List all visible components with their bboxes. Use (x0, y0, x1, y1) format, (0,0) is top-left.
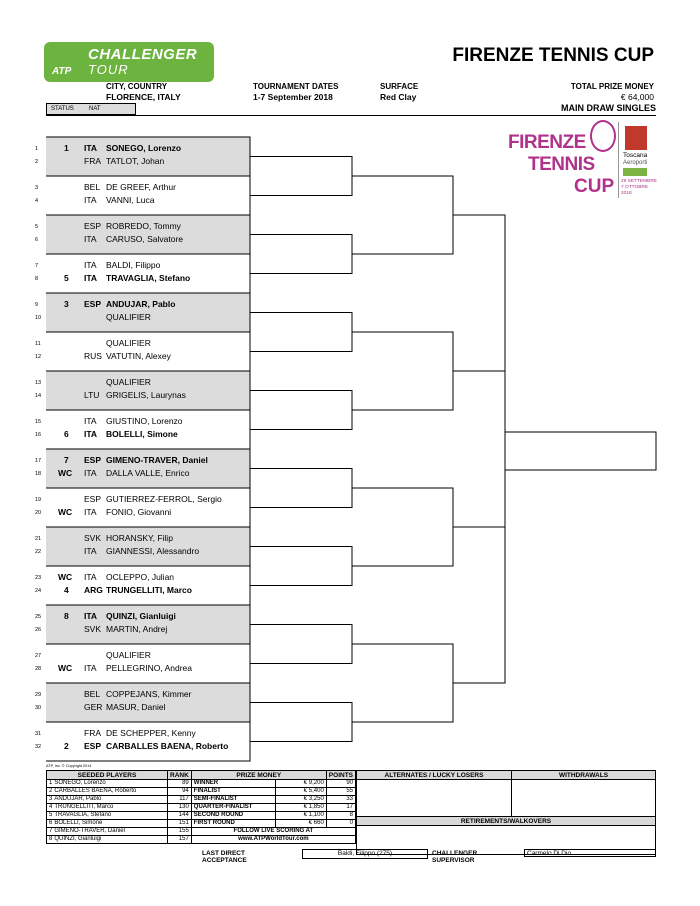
player-name: BALDI, Filippo (106, 260, 161, 270)
draw-position-number: 17 (35, 458, 42, 464)
seed-number: 3 (49, 796, 53, 802)
draw-position-number: 10 (35, 315, 42, 321)
prize-money: € 3,250 (275, 796, 326, 804)
draw-position-number: 11 (35, 341, 41, 347)
player-name: COPPEJANS, Kimmer (106, 689, 192, 699)
prize-points: 90 (326, 780, 355, 788)
draw-position-number: 4 (35, 198, 39, 204)
retirements-heading: RETIREMENTS/WALKOVERS (357, 817, 656, 826)
seed-player-name: QUINZI, Gianluigi (54, 836, 102, 842)
player-name: MASUR, Daniel (106, 702, 166, 712)
player-nationality: ESP (84, 221, 102, 231)
seed-number: 2 (49, 788, 53, 794)
player-status: WC (58, 468, 73, 478)
player-name: CARBALLES BAENA, Roberto (106, 741, 229, 751)
seed-row-player (47, 820, 168, 828)
sponsor-dates: 29 SETTEMBRE 7 OTTOBRE 2018 (621, 179, 657, 196)
prize-money: € 1,850 (275, 804, 326, 812)
player-name: SONEGO, Lorenzo (106, 143, 182, 153)
player-seed: 6 (64, 429, 69, 439)
player-nationality: ITA (84, 273, 98, 283)
surface-label: SURFACE (380, 82, 419, 91)
winner-box (505, 432, 656, 470)
dates-value: 1-7 September 2018 (253, 92, 333, 102)
prize-points: 8 (326, 812, 355, 820)
player-nationality: ITA (84, 195, 97, 205)
player-seed: 8 (64, 611, 69, 621)
player-seed: 1 (64, 143, 69, 153)
seed-rank: 151 (168, 820, 192, 828)
player-name: CARUSO, Salvatore (106, 234, 183, 244)
seed-number: 8 (49, 836, 53, 842)
draw-position-number: 9 (35, 302, 39, 308)
seed-player-name: GIMENO-TRAVER, Daniel (54, 828, 125, 834)
draw-position-number: 27 (35, 653, 42, 659)
seed-rank: 117 (168, 796, 192, 804)
player-nationality: ESP (84, 741, 102, 751)
seed-row-player (47, 804, 168, 812)
follow-live-label: FOLLOW LIVE SCORING AT (191, 828, 355, 836)
seed-player-name: TRAVAGLIA, Stefano (54, 812, 112, 818)
player-name: QUALIFIER (106, 312, 151, 322)
points-heading: POINTS (326, 771, 355, 780)
player-name: ROBREDO, Tommy (106, 221, 181, 231)
seed-player-name: ANDUJAR, Pablo (54, 796, 102, 802)
city-value: FLORENCE, ITALY (106, 92, 181, 102)
draw-position-number: 31 (35, 731, 42, 737)
player-name: MARTIN, Andrej (106, 624, 168, 634)
prize-money-heading: PRIZE MONEY (191, 771, 326, 780)
logo-challenger-text: CHALLENGER (88, 46, 198, 63)
player-name: TATLOT, Johan (106, 156, 165, 166)
player-name: TRAVAGLIA, Stefano (106, 273, 191, 283)
last-da-label: LAST DIRECT ACCEPTANCE (202, 850, 247, 864)
draw-title: MAIN DRAW SINGLES (560, 103, 656, 113)
prize-round: FIRST ROUND (191, 820, 275, 828)
player-name: HORANSKY, Filip (106, 533, 173, 543)
draw-position-number: 2 (35, 159, 39, 165)
player-seed: 5 (64, 273, 69, 283)
player-nationality: ITA (84, 468, 97, 478)
sponsor-line3: CUP (574, 176, 615, 197)
withdrawals-cell (512, 780, 656, 817)
player-name: OCLEPPO, Julian (106, 572, 175, 582)
logo-atp-text: ATP (52, 66, 72, 77)
seed-player-name: TRUNGELLITI, Marco (54, 804, 114, 810)
player-nationality: ITA (84, 572, 97, 582)
player-nationality: ITA (84, 507, 97, 517)
player-nationality: ITA (84, 546, 97, 556)
player-name: GUTIERREZ-FERROL, Sergio (106, 494, 222, 504)
status-column-label: STATUS (51, 106, 74, 112)
prize-label: TOTAL PRIZE MONEY (570, 82, 654, 91)
player-nationality: ESP (84, 299, 102, 309)
player-nationality: ITA (84, 234, 97, 244)
seed-player-name: BOLELLI, Simone (54, 820, 103, 826)
prize-round: QUARTER-FINALIST (191, 804, 275, 812)
draw-position-number: 12 (35, 354, 42, 360)
player-nationality: ITA (84, 143, 98, 153)
player-nationality: BEL (84, 182, 101, 192)
player-name: VATUTIN, Alexey (106, 351, 171, 361)
draw-position-number: 30 (35, 705, 42, 711)
player-nationality: RUS (84, 351, 102, 361)
player-name: ANDUJAR, Pablo (106, 299, 176, 309)
player-name: QUINZI, Gianluigi (106, 611, 176, 621)
prize-round: SECOND ROUND (191, 812, 275, 820)
seed-number: 7 (49, 828, 53, 834)
prize-money: € 9,200 (275, 780, 326, 788)
player-nationality: GER (84, 702, 103, 712)
player-name: BOLELLI, Simone (106, 429, 178, 439)
supervisor-value: Carmelo Di Dio (524, 849, 656, 857)
draw-position-number: 3 (35, 185, 39, 191)
draw-position-number: 32 (35, 744, 42, 750)
prize-round: WINNER (191, 780, 275, 788)
player-nationality: ARG (84, 585, 103, 595)
aeroporti-text: Aeroporti (623, 160, 648, 166)
draw-position-number: 1 (35, 146, 39, 152)
supervisor-label: CHALLENGER SUPERVISOR (432, 850, 478, 864)
player-nationality: ITA (84, 416, 97, 426)
seed-rank: 94 (168, 788, 192, 796)
draw-position-number: 22 (35, 549, 42, 555)
player-nationality: ITA (84, 260, 97, 270)
seed-rank: 157 (168, 836, 192, 844)
prize-round: FINALIST (191, 788, 275, 796)
player-name: DE SCHEPPER, Kenny (106, 728, 196, 738)
player-nationality: SVK (84, 533, 102, 543)
player-name: DE GREEF, Arthur (106, 182, 176, 192)
copyright-text: ATP, Inc. © Copyright 2014 (46, 764, 92, 768)
sponsor-line2: TENNIS (528, 154, 595, 175)
player-status: WC (58, 572, 73, 582)
player-seed: 2 (64, 741, 69, 751)
prize-points: 0 (326, 820, 355, 828)
seed-player-name: SONEGO, Lorenzo (54, 780, 106, 786)
player-name: TRUNGELLITI, Marco (106, 585, 192, 595)
seed-number: 6 (49, 820, 53, 826)
draw-position-number: 19 (35, 497, 42, 503)
page-title: FIRENZE TENNIS CUP (452, 45, 654, 66)
player-name: QUALIFIER (106, 377, 151, 387)
player-name: GIANNESSI, Alessandro (106, 546, 200, 556)
player-nationality: FRA (84, 728, 101, 738)
draw-position-number: 18 (35, 471, 42, 477)
alternates-heading: ALTERNATES / LUCKY LOSERS (357, 771, 512, 780)
player-nationality: ITA (84, 663, 97, 673)
atp-website-link: www.ATPWorldTour.com (191, 836, 355, 844)
player-nationality: BEL (84, 689, 101, 699)
city-label: CITY, COUNTRY (106, 82, 168, 91)
prize-money: € 660 (275, 820, 326, 828)
toscana-text: Toscana (623, 152, 648, 159)
player-nationality: FRA (84, 156, 101, 166)
seed-number: 4 (49, 804, 53, 810)
draw-position-number: 28 (35, 666, 42, 672)
seeds-prize-table (46, 770, 356, 844)
seed-row-player (47, 796, 168, 804)
player-nationality: ESP (84, 494, 102, 504)
draw-position-number: 26 (35, 627, 42, 633)
player-name: GRIGELIS, Laurynas (106, 390, 186, 400)
draw-position-number: 16 (35, 432, 42, 438)
last-da-value: Baldi, Filippo (275) (302, 849, 428, 859)
rank-heading: RANK (168, 771, 192, 780)
seed-row-player (47, 788, 168, 796)
prize-points: 55 (326, 788, 355, 796)
dates-label: TOURNAMENT DATES (253, 82, 339, 91)
draw-position-number: 6 (35, 237, 39, 243)
alternates-withdrawals-table (356, 770, 656, 855)
withdrawals-heading: WITHDRAWALS (512, 771, 656, 780)
seed-row-player (47, 836, 168, 844)
draw-position-number: 5 (35, 224, 39, 230)
draw-position-number: 13 (35, 380, 42, 386)
player-name: GIUSTINO, Lorenzo (106, 416, 183, 426)
draw-position-number: 24 (35, 588, 42, 594)
player-name: FONIO, Giovanni (106, 507, 172, 517)
sponsor-line1: FIRENZE (508, 132, 586, 153)
draw-position-number: 8 (35, 276, 39, 282)
player-name: QUALIFIER (106, 338, 151, 348)
player-name: DALLA VALLE, Enrico (106, 468, 190, 478)
draw-position-number: 7 (35, 263, 39, 269)
logo-tour-text: TOUR (88, 62, 129, 77)
player-name: VANNI, Luca (106, 195, 155, 205)
prize-money: € 1,100 (275, 812, 326, 820)
player-nationality: ESP (84, 455, 102, 465)
prize-value: € 64,000 (620, 92, 654, 102)
seed-rank: 89 (168, 780, 192, 788)
draw-position-number: 23 (35, 575, 42, 581)
draw-position-number: 21 (35, 536, 42, 542)
seed-rank: 155 (168, 828, 192, 836)
prize-points: 17 (326, 804, 355, 812)
draw-position-number: 15 (35, 419, 42, 425)
prize-money: € 5,400 (275, 788, 326, 796)
player-nationality: ITA (84, 611, 98, 621)
seed-row-player (47, 828, 168, 836)
seed-number: 1 (49, 780, 53, 786)
seed-number: 5 (49, 812, 53, 818)
player-nationality: SVK (84, 624, 102, 634)
seeded-players-heading: SEEDED PLAYERS (47, 771, 168, 780)
player-seed: 7 (64, 455, 69, 465)
seed-row-player (47, 812, 168, 820)
draw-position-number: 14 (35, 393, 42, 399)
draw-position-number: 25 (35, 614, 42, 620)
surface-value: Red Clay (380, 92, 417, 102)
player-seed: 3 (64, 299, 69, 309)
seed-rank: 130 (168, 804, 192, 812)
player-status: WC (58, 507, 73, 517)
player-name: QUALIFIER (106, 650, 151, 660)
player-seed: 4 (64, 585, 69, 595)
player-name: PELLEGRINO, Andrea (106, 663, 192, 673)
seed-rank: 144 (168, 812, 192, 820)
nat-column-label: NAT (89, 106, 101, 112)
draw-position-number: 29 (35, 692, 42, 698)
seed-player-name: CARBALLES BAENA, Roberto (54, 788, 137, 794)
seed-row-player (47, 780, 168, 788)
prize-round: SEMI-FINALIST (191, 796, 275, 804)
player-status: WC (58, 663, 73, 673)
alternates-cell (357, 780, 512, 817)
draw-position-number: 20 (35, 510, 42, 516)
prize-points: 33 (326, 796, 355, 804)
player-name: GIMENO-TRAVER, Daniel (106, 455, 208, 465)
player-nationality: LTU (84, 390, 100, 400)
player-nationality: ITA (84, 429, 98, 439)
